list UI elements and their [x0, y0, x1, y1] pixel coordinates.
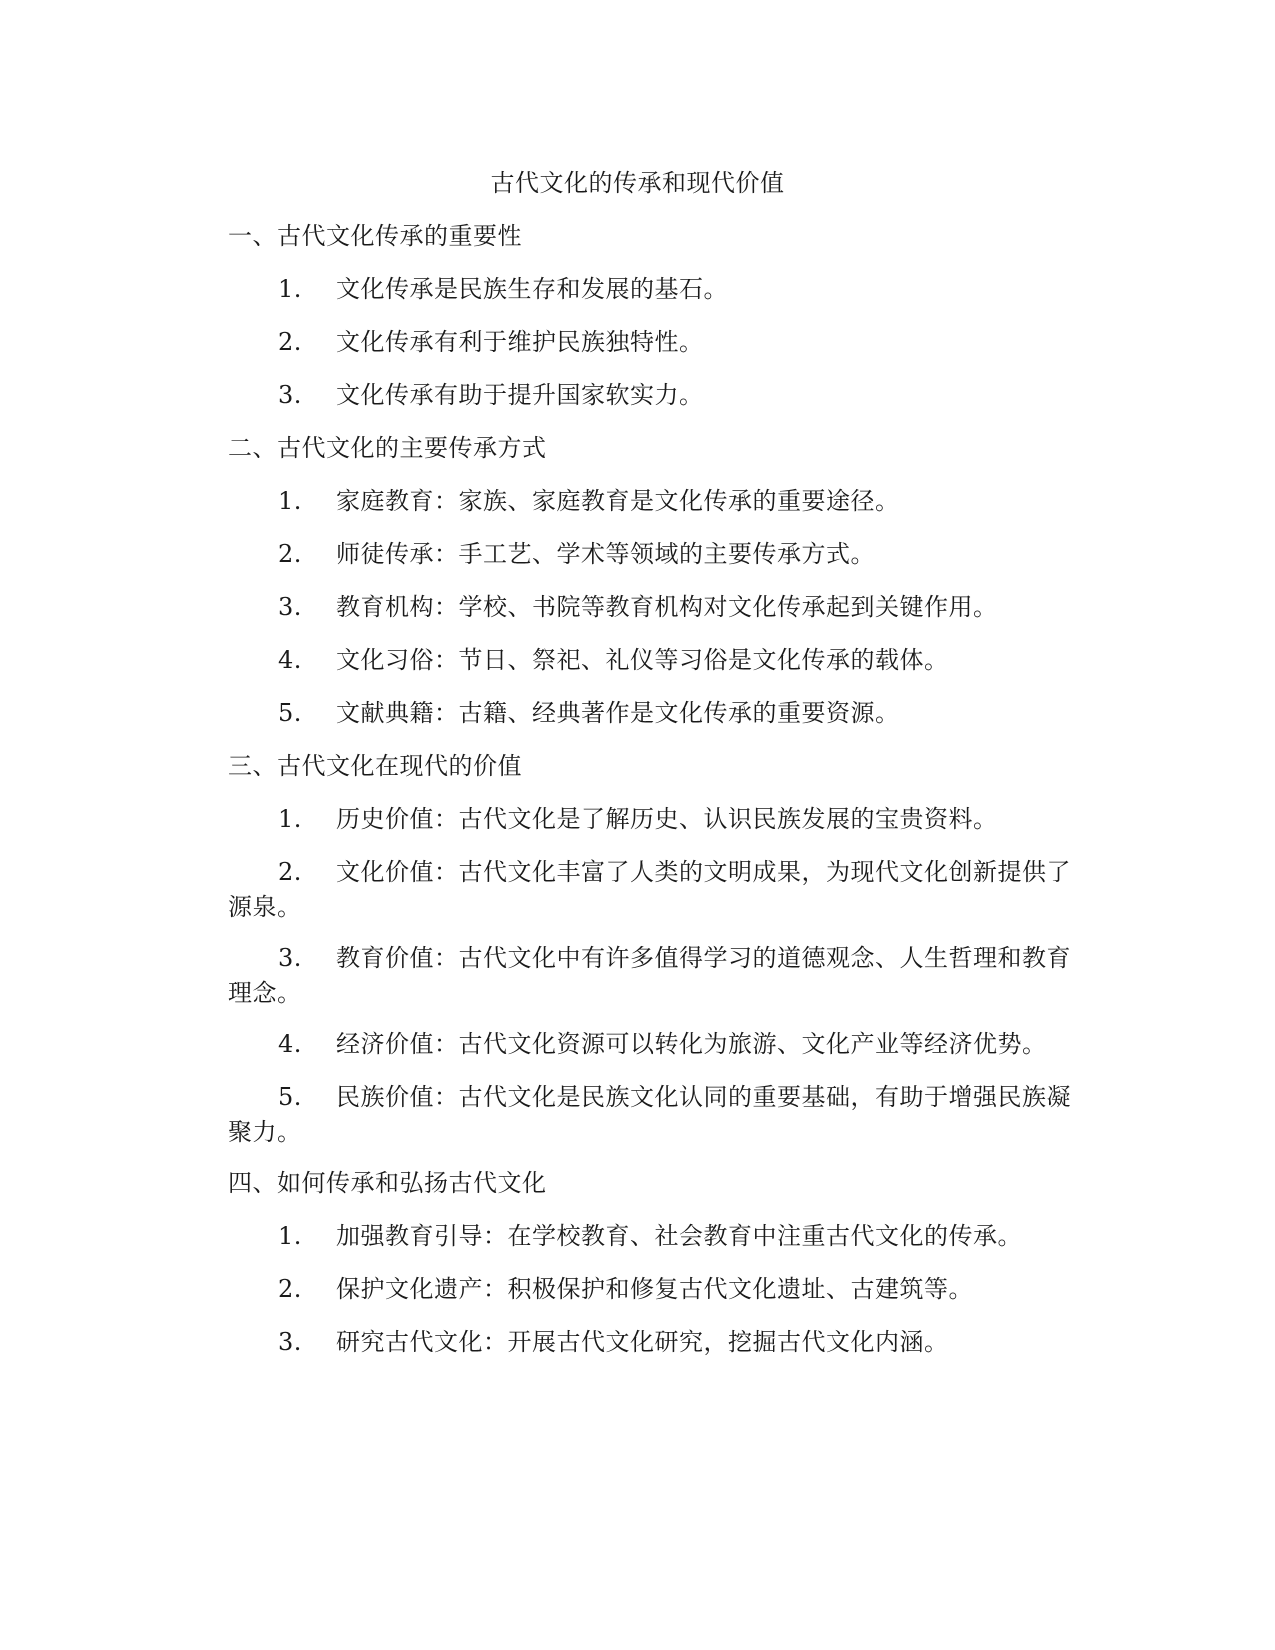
list-item: [228, 802, 1088, 837]
page-title: 古代文化的传承和现代价值: [490, 169, 785, 197]
list-item: [228, 537, 1088, 572]
section-heading-3: 三、古代文化在现代的价值: [228, 752, 522, 780]
item-number: 5.: [278, 699, 302, 727]
item-text: 文化传承是民族生存和发展的基石。: [336, 275, 728, 303]
item-text: 历史价值：古代文化是了解历史、认识民族发展的宝贵资料。: [336, 805, 998, 833]
item-text: 教育机构：学校、书院等教育机构对文化传承起到关键作用。: [336, 593, 998, 621]
item-number: 1.: [278, 1222, 302, 1250]
item-text: 师徒传承：手工艺、学术等领域的主要传承方式。: [336, 540, 875, 568]
list-item: [228, 1219, 1088, 1254]
list-item: [228, 855, 1088, 925]
item-text: 加强教育引导：在学校教育、社会教育中注重古代文化的传承。: [336, 1222, 1022, 1250]
list-item: [228, 1080, 1088, 1150]
item-text: 教育价值：古代文化中有许多值得学习的道德观念、人生哲理和教育理念。: [228, 944, 1071, 1007]
item-number: 3.: [278, 381, 302, 409]
item-text: 文献典籍：古籍、经典著作是文化传承的重要资源。: [336, 699, 900, 727]
item-number: 1.: [278, 487, 302, 515]
item-number: 3.: [278, 1328, 302, 1356]
list-item: [228, 1272, 1088, 1307]
list-item: [228, 1325, 1088, 1360]
item-number: 5.: [278, 1083, 302, 1111]
list-item: [228, 590, 1088, 625]
list-item: [228, 643, 1088, 678]
item-number: 1.: [278, 805, 302, 833]
item-text: 保护文化遗产：积极保护和修复古代文化遗址、古建筑等。: [336, 1275, 973, 1303]
item-number: 2.: [278, 328, 302, 356]
list-item: [228, 484, 1088, 519]
list-item: [228, 696, 1088, 731]
item-text: 文化价值：古代文化丰富了人类的文明成果，为现代文化创新提供了源泉。: [228, 858, 1071, 921]
item-number: 4.: [278, 1030, 302, 1058]
item-text: 民族价值：古代文化是民族文化认同的重要基础，有助于增强民族凝聚力。: [228, 1083, 1071, 1146]
list-item: [228, 272, 1088, 307]
item-number: 2.: [278, 858, 302, 886]
item-text: 文化传承有利于维护民族独特性。: [336, 328, 704, 356]
list-item: [228, 1027, 1088, 1062]
item-number: 1.: [278, 275, 302, 303]
item-number: 3.: [278, 593, 302, 621]
section-heading-2: 二、古代文化的主要传承方式: [228, 434, 547, 462]
list-item: [228, 378, 1088, 413]
item-text: 经济价值：古代文化资源可以转化为旅游、文化产业等经济优势。: [336, 1030, 1047, 1058]
item-text: 文化传承有助于提升国家软实力。: [336, 381, 704, 409]
item-text: 研究古代文化：开展古代文化研究，挖掘古代文化内涵。: [336, 1328, 949, 1356]
item-number: 2.: [278, 540, 302, 568]
item-number: 4.: [278, 646, 302, 674]
list-item: [228, 941, 1088, 1011]
section-heading-4: 四、如何传承和弘扬古代文化: [228, 1169, 547, 1197]
item-number: 3.: [278, 944, 302, 972]
list-item: [228, 325, 1088, 360]
section-heading-1: 一、古代文化传承的重要性: [228, 222, 522, 250]
item-text: 文化习俗：节日、祭祀、礼仪等习俗是文化传承的载体。: [336, 646, 949, 674]
page-cutoff: [0, 1384, 1275, 1398]
item-text: 家庭教育：家族、家庭教育是文化传承的重要途径。: [336, 487, 900, 515]
item-number: 2.: [278, 1275, 302, 1303]
